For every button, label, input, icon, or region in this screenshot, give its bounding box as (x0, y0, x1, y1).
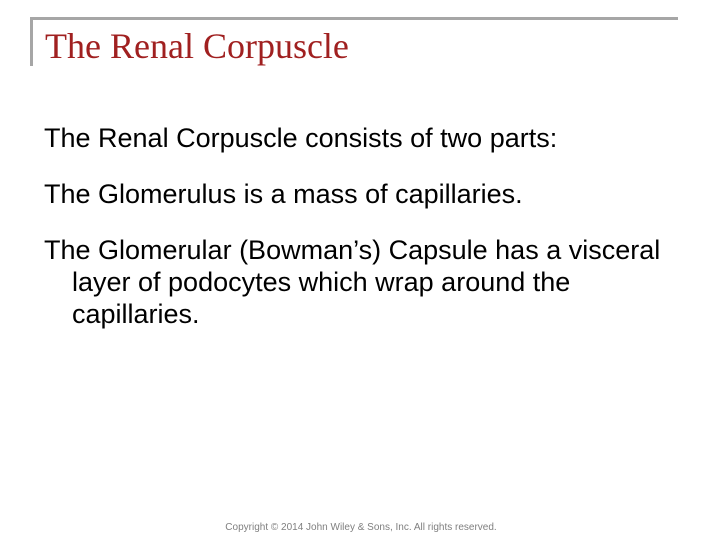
paragraph-glomerulus: The Glomerulus is a mass of capillaries. (44, 179, 523, 209)
copyright-footer (0, 522, 720, 534)
frame-top-line (30, 17, 678, 20)
slide-body (44, 122, 684, 354)
frame-left-line (30, 17, 33, 66)
copyright-text: Copyright © 2014 John Wiley & Sons, Inc. All rights reserved. (225, 522, 497, 533)
paragraph-capsule: The Glomerular (Bowman’s) Capsule has a visceral layer of podocytes which wrap around the capillaries. (44, 235, 661, 329)
paragraph-intro: The Renal Corpuscle consists of two parts: (44, 123, 558, 153)
slide-title: The Renal Corpuscle (45, 26, 349, 66)
